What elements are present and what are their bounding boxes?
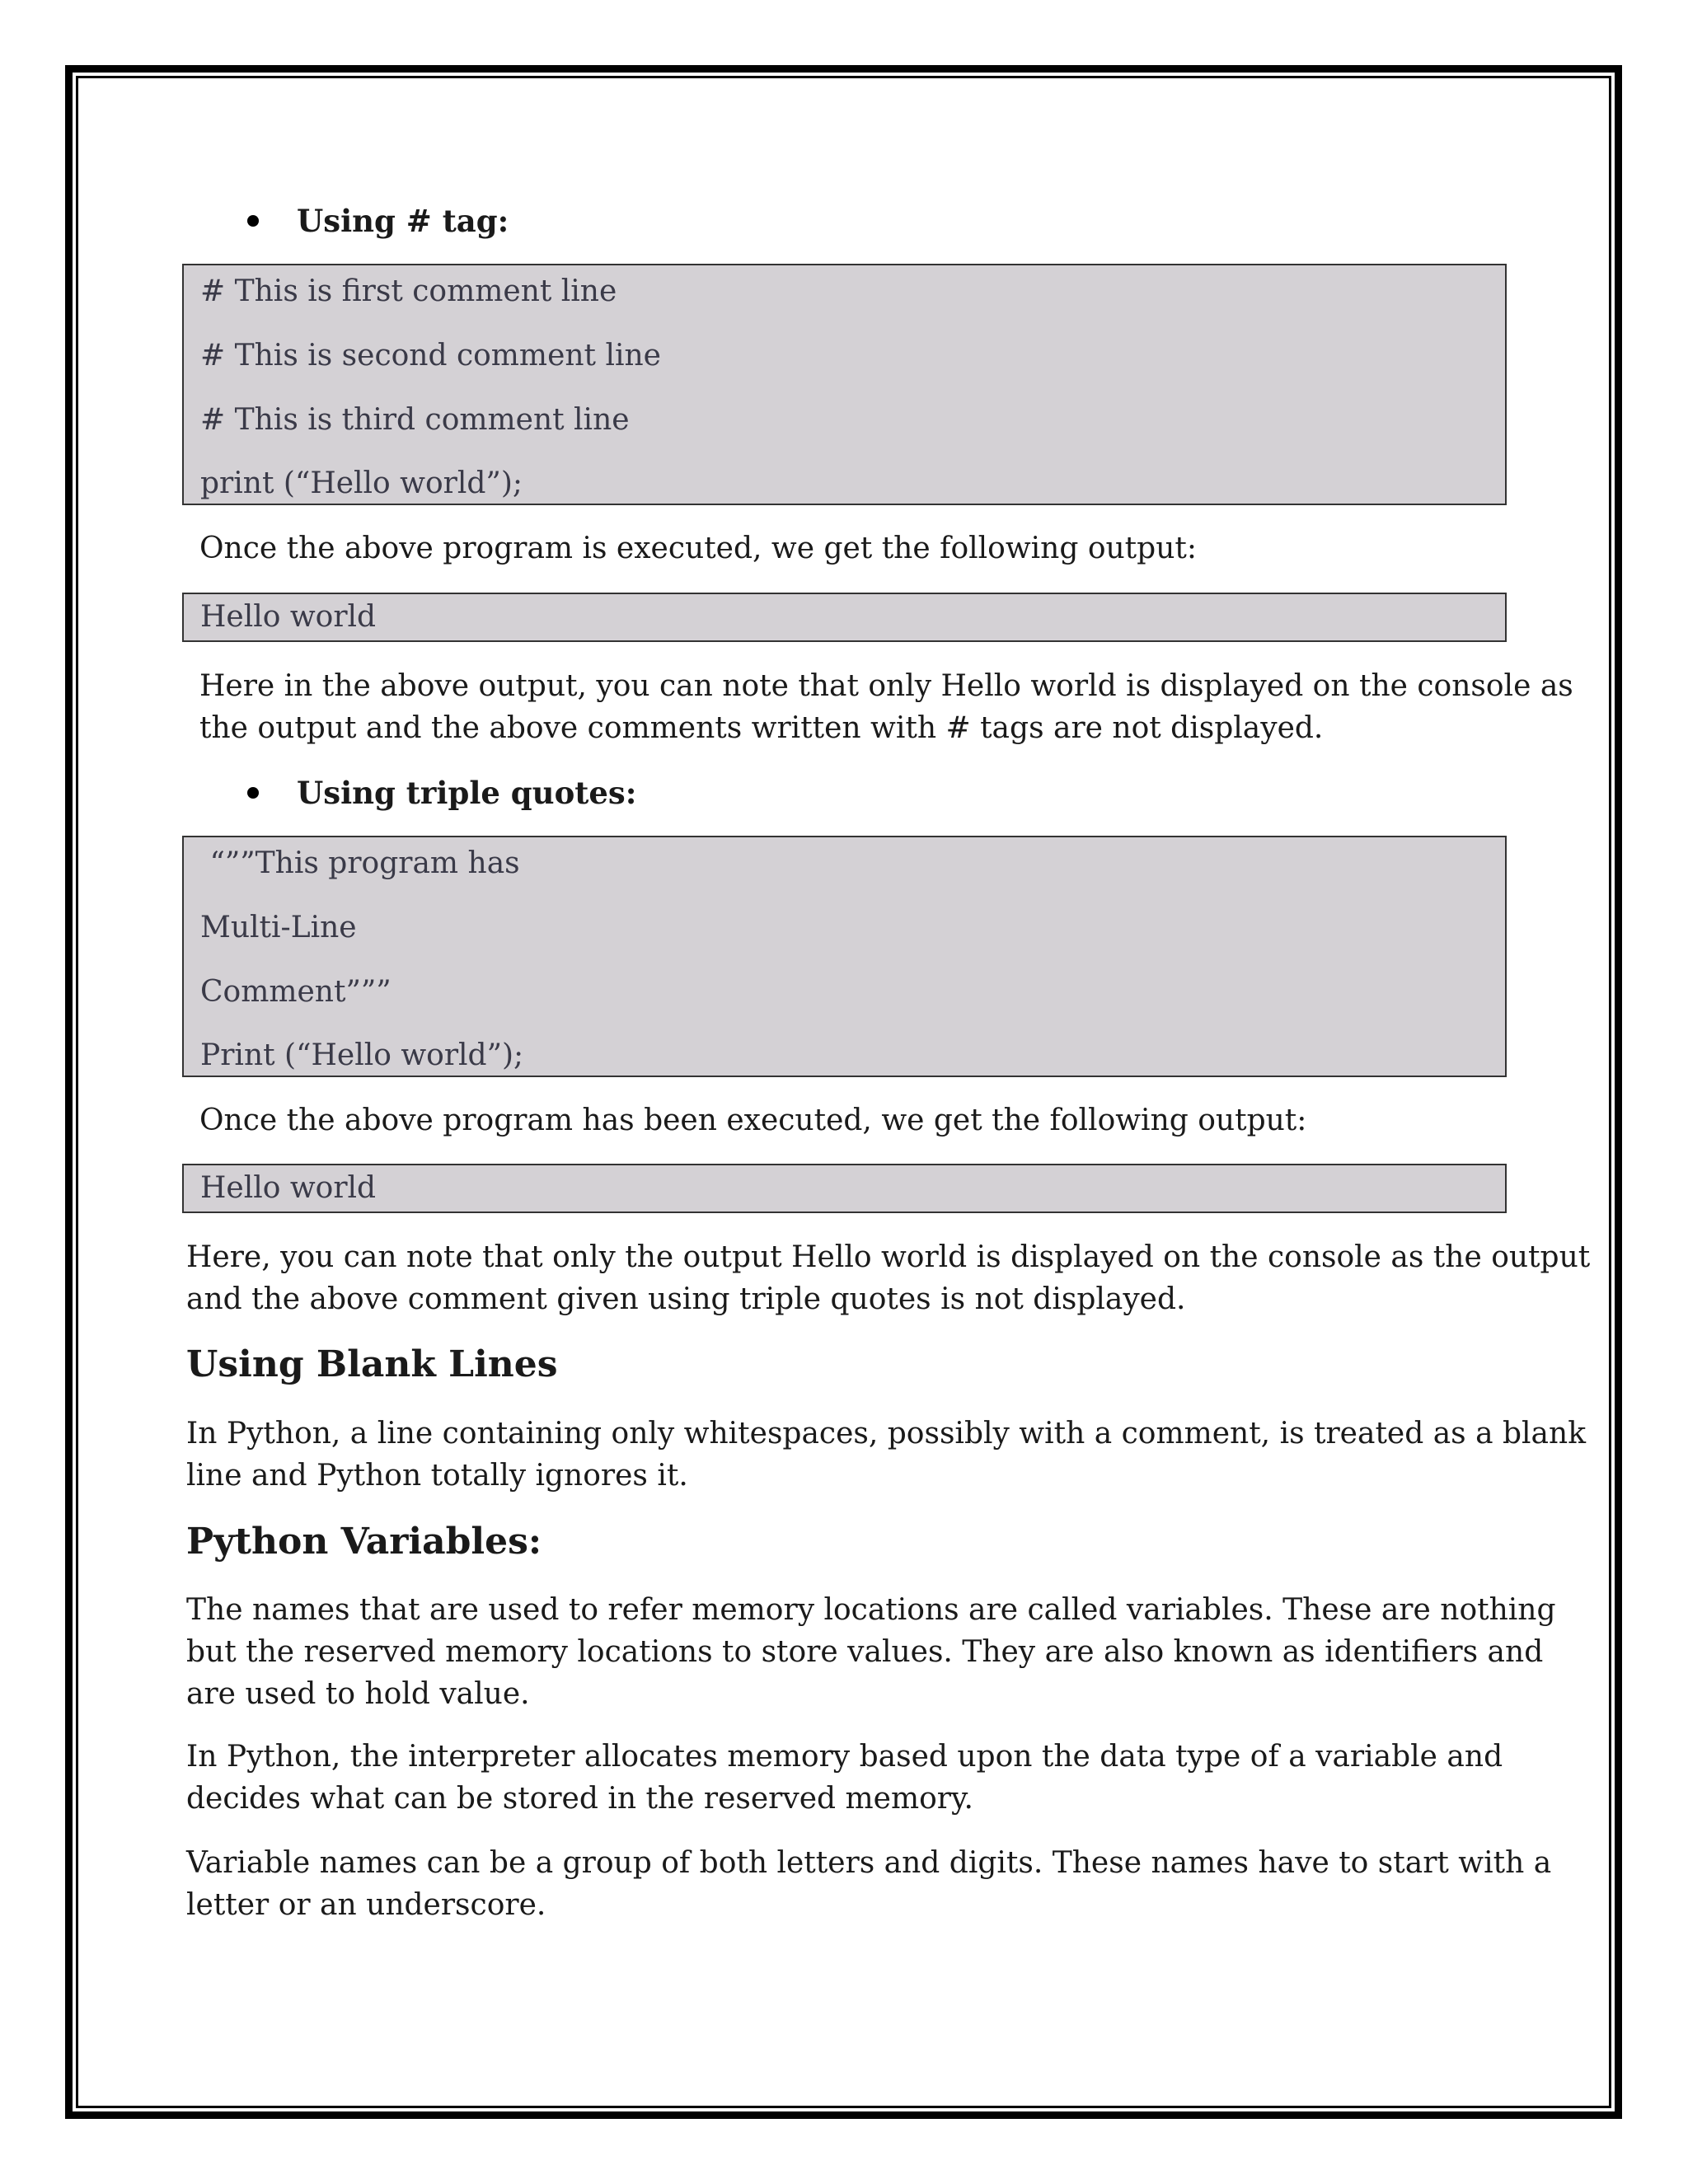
output-line: Hello world: [200, 600, 377, 634]
output-intro-text: Once the above program is executed, we get the following output:: [199, 532, 1197, 565]
variables-paragraph-3: [186, 1842, 1551, 1926]
output-block-hash: [182, 593, 1507, 642]
output-block-triple: [182, 1164, 1507, 1213]
heading-python-variables: Python Variables:: [186, 1521, 542, 1563]
bullet-icon: [247, 787, 259, 799]
bullet-using-hash-tag: [247, 200, 509, 241]
paragraph-line: In Python, a line containing only whitespaces, possibly with a comment, is treated as a blank: [186, 1417, 1587, 1451]
paragraph-line: are used to hold value.: [186, 1677, 530, 1711]
variables-paragraph-1: [186, 1589, 1556, 1715]
blank-lines-paragraph: [186, 1413, 1586, 1497]
bullet-label: Using # tag:: [297, 203, 509, 239]
paragraph-line: the output and the above comments written with # tags are not displayed.: [199, 711, 1324, 745]
code-line: “””This program has: [200, 846, 520, 880]
paragraph-line: Here, you can note that only the output Hello world is displayed on the console as the output: [186, 1240, 1591, 1274]
explanation-paragraph-hash: [199, 665, 1573, 749]
code-line: # This is second comment line: [200, 339, 661, 373]
output-intro-text: Once the above program has been executed, we get the following output:: [199, 1104, 1307, 1137]
variables-paragraph-2: [186, 1736, 1503, 1820]
code-block-hash-comments: [182, 264, 1507, 505]
paragraph-line: The names that are used to refer memory locations are called variables. These are nothing: [186, 1593, 1556, 1627]
paragraph-line: and the above comment given using triple quotes is not displayed.: [186, 1282, 1186, 1316]
paragraph-line: letter or an underscore.: [186, 1888, 546, 1922]
bullet-icon: [247, 215, 259, 227]
code-line: # This is third comment line: [200, 403, 630, 437]
paragraph-line: In Python, the interpreter allocates memory based upon the data type of a variable and: [186, 1740, 1503, 1774]
code-line: # This is first comment line: [200, 274, 617, 308]
heading-using-blank-lines: Using Blank Lines: [186, 1343, 558, 1385]
code-line: Comment”””: [200, 975, 392, 1009]
code-line: Multi-Line: [200, 911, 357, 944]
output-line: Hello world: [200, 1171, 377, 1205]
code-block-triple-quotes: [182, 836, 1507, 1077]
paragraph-line: Variable names can be a group of both letters and digits. These names have to start with a: [186, 1846, 1552, 1880]
bullet-label: Using triple quotes:: [297, 775, 637, 811]
bullet-using-triple-quotes: [247, 772, 636, 813]
paragraph-line: line and Python totally ignores it.: [186, 1459, 688, 1493]
paragraph-line: but the reserved memory locations to store values. They are also known as identifiers and: [186, 1635, 1544, 1669]
explanation-paragraph-triple: [186, 1236, 1590, 1320]
paragraph-line: Here in the above output, you can note that only Hello world is displayed on the console as: [199, 669, 1573, 703]
code-line: Print (“Hello world”);: [200, 1038, 524, 1072]
code-line: print (“Hello world”);: [200, 466, 523, 500]
paragraph-line: decides what can be stored in the reserved memory.: [186, 1782, 973, 1816]
